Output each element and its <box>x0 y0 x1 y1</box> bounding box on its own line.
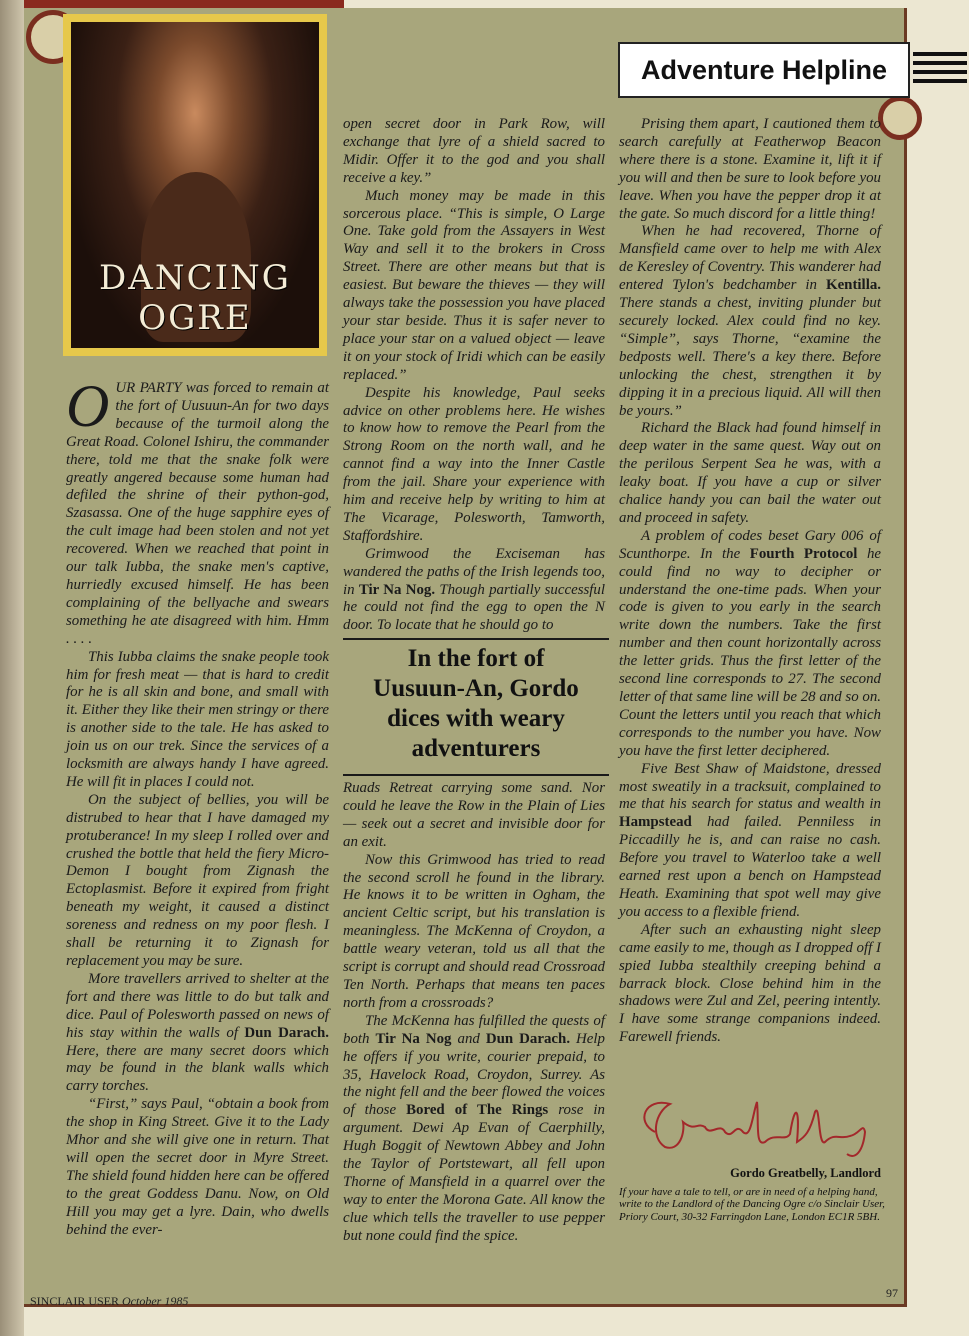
pull-headline <box>343 638 609 776</box>
col3-paragraph-2: When he had recovered, Thorne of Mansfield came over to help me with Alex de Keresley of Coventry. This wanderer had entered Tylon's bedchamber in Kentilla. There stands a chest, inviting plunder but securely locked. Alex could find no key. “Simple”, says Thorne, “examine the bedposts well. There's a key there. Before unlocking the chest, strengthen it by dipping it in a precious liquid. All will then be yours.” <box>619 223 881 419</box>
page-number: 97 <box>886 1286 898 1300</box>
col2-paragraph-4: Grimwood the Exciseman has wandered the paths of the Irish legends too, in Tir Na Nog. Though partially successful he could not find the egg to open the N door. To locate that he should go to <box>343 545 605 634</box>
section-title: Adventure Helpline <box>618 42 910 98</box>
photo-portrait <box>71 22 319 348</box>
col2-paragraph-7: The McKenna has fulfilled the quests of both Tir Na Nog and Dun Darach. Help he offers if you write, courier prepaid, to 35, Havelock Road, Croydon, Surrey. As the night fell and the beer flowed the voices of those Bored of The Rings rose in argument. Dewi Ap Evan of Caerphilly, Hugh Boggit of Newtown Abbey and John the Taylor of Portstewart, all fell upon Thorne of Mansfield in a quarrel over the way to enter the Morona Gate. All know the clue which tells the traveller to use pepper but none could find the spice. <box>343 1012 606 1244</box>
photo-title <box>71 258 319 338</box>
article-column-3 <box>619 116 881 1047</box>
col3-paragraph-3: Richard the Black had found himself in deep water in the same quest. Way out on the perilous Serpent Sea he was, with a leaky boat. If you have a cup or silver chalice handy you can bail the water out and proceed in safety. <box>619 420 881 526</box>
scroll-curl-top-right <box>878 96 922 140</box>
col3-paragraph-4: A problem of codes beset Gary 006 of Scunthorpe. In the Fourth Protocol he could find no way to decipher or understand the one-time pads. When your code is given to you early in the search write down the numbers. Take the first number and then count horizontally across the letter grids. Thus the first letter of the second line corresponds to 27. The second letter of that same line will be 28 and so on. Count the letters until you reach that which corresponds to the number you have. Now you have the first letter deciphered. <box>619 527 882 759</box>
signature-greatbelly <box>625 1092 885 1162</box>
col1-paragraph-5: “First,” says Paul, “obtain a book from the shop in King Street. Give it to the Lady Mhor and she will give one in return. That will open the secret door in Myre Street. The shield found hidden here can be offered to the great Goddess Danu. Now, on Old Hill you may get a lyre. Dain, who dwells behind the ever- <box>66 1096 329 1238</box>
headline-line-4: adventurers <box>411 735 541 762</box>
col3-paragraph-1: Prising them apart, I cautioned them to search carefully at Featherwop Beacon where there is a stone. Examine it, lift it if you will and then be sure to look before you leave. When you have the pepper drop it at the gate. So much discord for a little thing! <box>619 116 881 222</box>
col2-paragraph-5: Ruads Retreat carrying some sand. Nor could he leave the Row in the Plain of Lies — seek out a secret and invisible door for an exit. <box>343 780 605 850</box>
article-column-2-bottom <box>343 780 605 1246</box>
col3-paragraph-6: After such an exhausting night sleep came easily to me, though as I dropped off I spied Iubba stealthily creeping behind a barrack block. Close behind him in the shadows were Zul and Zel, peering intently. I have some strange companions indeed. Farewell friends. <box>619 921 881 1046</box>
col2-paragraph-6: Now this Grimwood has tried to read the second scroll he found in the library. He knows it to be written in Ogham, the ancient Celtic script, but his translation is meaningless. The McKenna of Croydon, a battle weary veteran, told us all that the script is corrupt and should read Crossroad Ten North. Perhaps that means ten paces north from a crossroads? <box>343 851 605 1011</box>
section-bars <box>913 52 967 88</box>
headline-line-1: In the fort of <box>407 645 545 672</box>
issue-date: October 1985 <box>122 1294 189 1308</box>
article-column-2-top <box>343 116 605 635</box>
col2-paragraph-2: Much money may be made in this sorcerous place. “This is simple, O Large One. Take gold from the Assayers in West Way and sell it to the brokers in Cross Street. There are other means but that is easiest. But beware the thieves — they will always take the possession you have placed your star beside. Thus it is safer never to place your star on a valued object — leave it on your stock of Iridi which can be easily replaced.” <box>343 187 605 383</box>
magazine-name: SINCLAIR USER <box>30 1294 120 1308</box>
headline-line-2: Uusuun-An, Gordo <box>373 675 579 702</box>
col1-paragraph-3: On the subject of bellies, you will be distrubed to hear that I have damaged my protuberance! In my sleep I rolled over and crushed the bottle that held the fiery Micro-Demon I bought from Zignash the Ectoplasmist. Before it expired from fright beneath my weight, it caused a distinct soreness and redness on my poor flesh. I shall be returning it to Zignash for replacement you may be sure. <box>66 791 329 969</box>
col1-paragraph-1: OUR PARTY was forced to remain at the fort of Uusuun-An for two days because of the turmoil along the Great Road. Colonel Ishiru, the commander there, told me that the snake folk were greatly angered because some human had defiled the shrine of their python-god, Szasassa. One of the huge sapphire eyes of the cult image had been stolen and not yet recovered. When we reached that point in our talk Iubba, the snake men's captive, hurriedly excused himself. He has been complaining of the bellyache and swears something he ate disagreed with him. Hmm . . . . <box>66 373 329 647</box>
col3-paragraph-5: Five Best Shaw of Maidstone, dressed most sweatily in a tracksuit, complained to me that his search for status and wealth in Hampstead had failed. Penniless in Piccadilly he is, and can raise no cash. Before you travel to Waterloo take a well earned rest upon a bench on Hampstead Heath. Examining that spot well may give you access to a flexible friend. <box>619 760 881 920</box>
col1-paragraph-2: This Iubba claims the snake people took him for fresh meat — that is hard to credit for he is all skin and bone, and small with it. Either they like their men stringy or there is another side to the tale. He has asked to join us on our trek. Since the services of a locksmith are always handy I have agreed. He will fit in places I could not. <box>66 648 329 790</box>
photo-title-line1: DANCING <box>99 258 291 298</box>
article-column-1 <box>66 373 330 1240</box>
col2-paragraph-1: open secret door in Park Row, will exchange that lyre of a shield sacred to Midir. Offer it to the god and you shall receive a key.” <box>343 116 605 186</box>
drop-cap: O <box>66 373 110 439</box>
page-spine <box>0 0 24 1336</box>
contact-footnote: If your have a tale to tell, or are in need of a helping hand, write to the Landlord of the Dancing Ogre c/o Sinclair User, Priory Court, 30-32 Farringdon Lane, London EC1R 5BH. <box>619 1186 885 1223</box>
col1-paragraph-4: More travellers arrived to shelter at the fort and there was little to do but talk and dice. Paul of Polesworth passed on news of his stay within the walls of Dun Darach. Here, there are many secret doors which may be found in the blank walls which carry torches. <box>66 970 330 1095</box>
dancing-ogre-photo <box>63 14 327 356</box>
photo-title-line2: OGRE <box>138 298 252 338</box>
author-byline: Gordo Greatbelly, Landlord <box>730 1166 881 1180</box>
footer-folio <box>30 1294 188 1309</box>
headline-line-3: dices with weary <box>387 705 565 732</box>
col2-paragraph-3: Despite his knowledge, Paul seeks advice on other problems here. He wishes to know how to remove the Pearl from the Strong Room on the north wall, and he cannot find a way into the Inner Castle from the jail. Share your experience with him and receive help by writing to him at The Vicarage, Polesworth, Tamworth, Staffordshire. <box>343 384 605 544</box>
